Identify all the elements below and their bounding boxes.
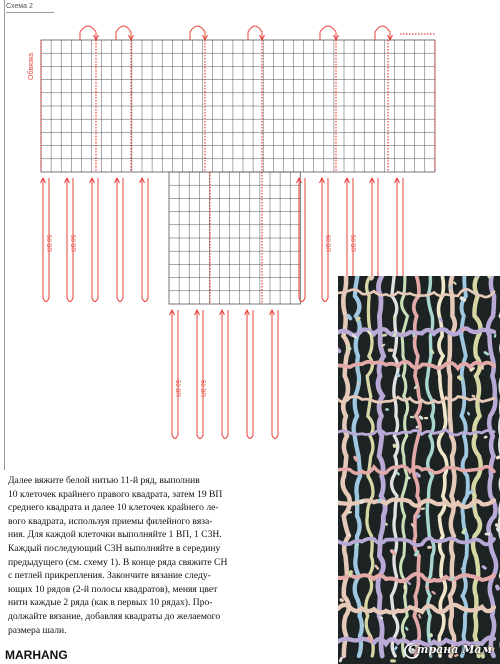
shawl-photo [338,276,500,664]
stitch-label: 50 ВП [349,235,355,252]
yarn-nub [471,368,474,370]
yarn-nub [419,615,420,618]
yarn-nub [341,600,342,601]
yarn-nub [369,332,371,334]
yarn-nub [379,499,380,501]
yarn-nub [462,298,465,300]
chain-loop [247,310,253,439]
chain-loop [222,310,228,439]
yarn-nub [472,507,473,508]
turn-arc [248,26,262,40]
turn-arc [375,26,390,40]
edging-label: Обвязка [28,52,35,80]
yarn-nub [485,353,488,355]
yarn-nub [382,345,384,346]
brand-logo: MARHANG [0,647,73,664]
yarn-nub [463,568,464,569]
yarn-nub [348,316,350,319]
yarn-nub [431,350,432,353]
instructions-text: Далее вяжите белой нитью 11-й ряд, выполнив 10 клеточек крайнего правого квадрата, затем 19 ВП среднего квадрата и далее 10 клеточек крайнего ле- вого квадрата, используя приемы филейного вяза- ния. Для каждой клеточки выполняйте 1 ВП, 1 С3Н. Каждый последующий С3Н выполняйте в середину предыдущего (см. схему 1). В конце ряда свяжите СН с петлей прикрепления. Закончите вязание следу- ющих 10 рядов (2-й полосы квадратов), меняя цвет нити каждые 2 ряда (как в первых 10 рядах). Про- должайте вязание, добавляя квадраты до желаемого размера шали. [8,475,228,636]
chain-loop [172,310,178,439]
yarn-nub [426,587,428,589]
watermark: Страна Мам [408,643,492,656]
yarn-nub [417,427,418,428]
yarn-nub [451,578,453,579]
turn-arc [116,26,131,40]
yarn-nub [357,318,359,320]
yarn-nub [397,473,398,474]
yarn-nub [416,552,418,555]
yarn-nub [463,329,464,331]
stitch-label: 50 ВП [45,235,51,252]
yarn-nub [415,386,417,388]
yarn-nub [398,375,399,376]
yarn-nub [350,572,351,574]
turn-arc [190,26,205,40]
yarn-nub [386,524,387,525]
chain-loop [117,178,123,302]
yarn-nub [394,335,395,336]
chain-loop [272,310,278,439]
yarn-nub [468,413,469,414]
yarn-nub [432,592,434,594]
top-grid-band [41,40,435,172]
yarn-nub [420,417,422,419]
yarn-nub [469,491,472,493]
yarn-nub [406,628,407,630]
yarn-nub [440,318,442,320]
yarn-nub [371,640,372,642]
yarn-nub [454,282,456,283]
yarn-nub [497,587,498,589]
yarn-nub [412,524,414,527]
yarn-nub [355,457,357,460]
yarn-nub [463,530,464,532]
chain-loop [92,178,98,302]
shawl-photo-image [338,276,500,664]
yarn-nub [485,437,486,438]
yarn-nub [459,377,461,378]
stitch-label: 50 ВП [174,380,180,397]
yarn-nub [493,311,494,312]
middle-grid [169,172,300,304]
yarn-nub [473,396,475,397]
stitch-label: 50 ВП [324,235,330,252]
yarn-nub [371,277,372,278]
stitch-label: 50 ВП [69,235,75,252]
yarn-nub [413,334,414,336]
stitch-label: 50 ВП [199,380,205,397]
yarn-nub [417,474,419,476]
chain-loop [197,310,203,439]
turn-arc [320,26,336,40]
yarn-nub [340,658,341,661]
yarn-nub [418,516,420,518]
filet-grids [41,34,435,304]
yarn-nub [498,529,499,530]
yarn-nub [356,544,358,546]
yarn-nub [483,567,485,569]
yarn-nub [353,335,355,337]
yarn-nub [476,276,478,277]
yarn-nub [395,648,396,649]
yarn-nub [408,582,410,584]
yarn-nub [381,617,382,618]
chain-loop [142,178,148,302]
scheme-heading: Схема 2 [6,3,33,10]
turn-arc [80,26,96,40]
yarn-nub [392,551,395,554]
yarn-nub [338,348,339,351]
